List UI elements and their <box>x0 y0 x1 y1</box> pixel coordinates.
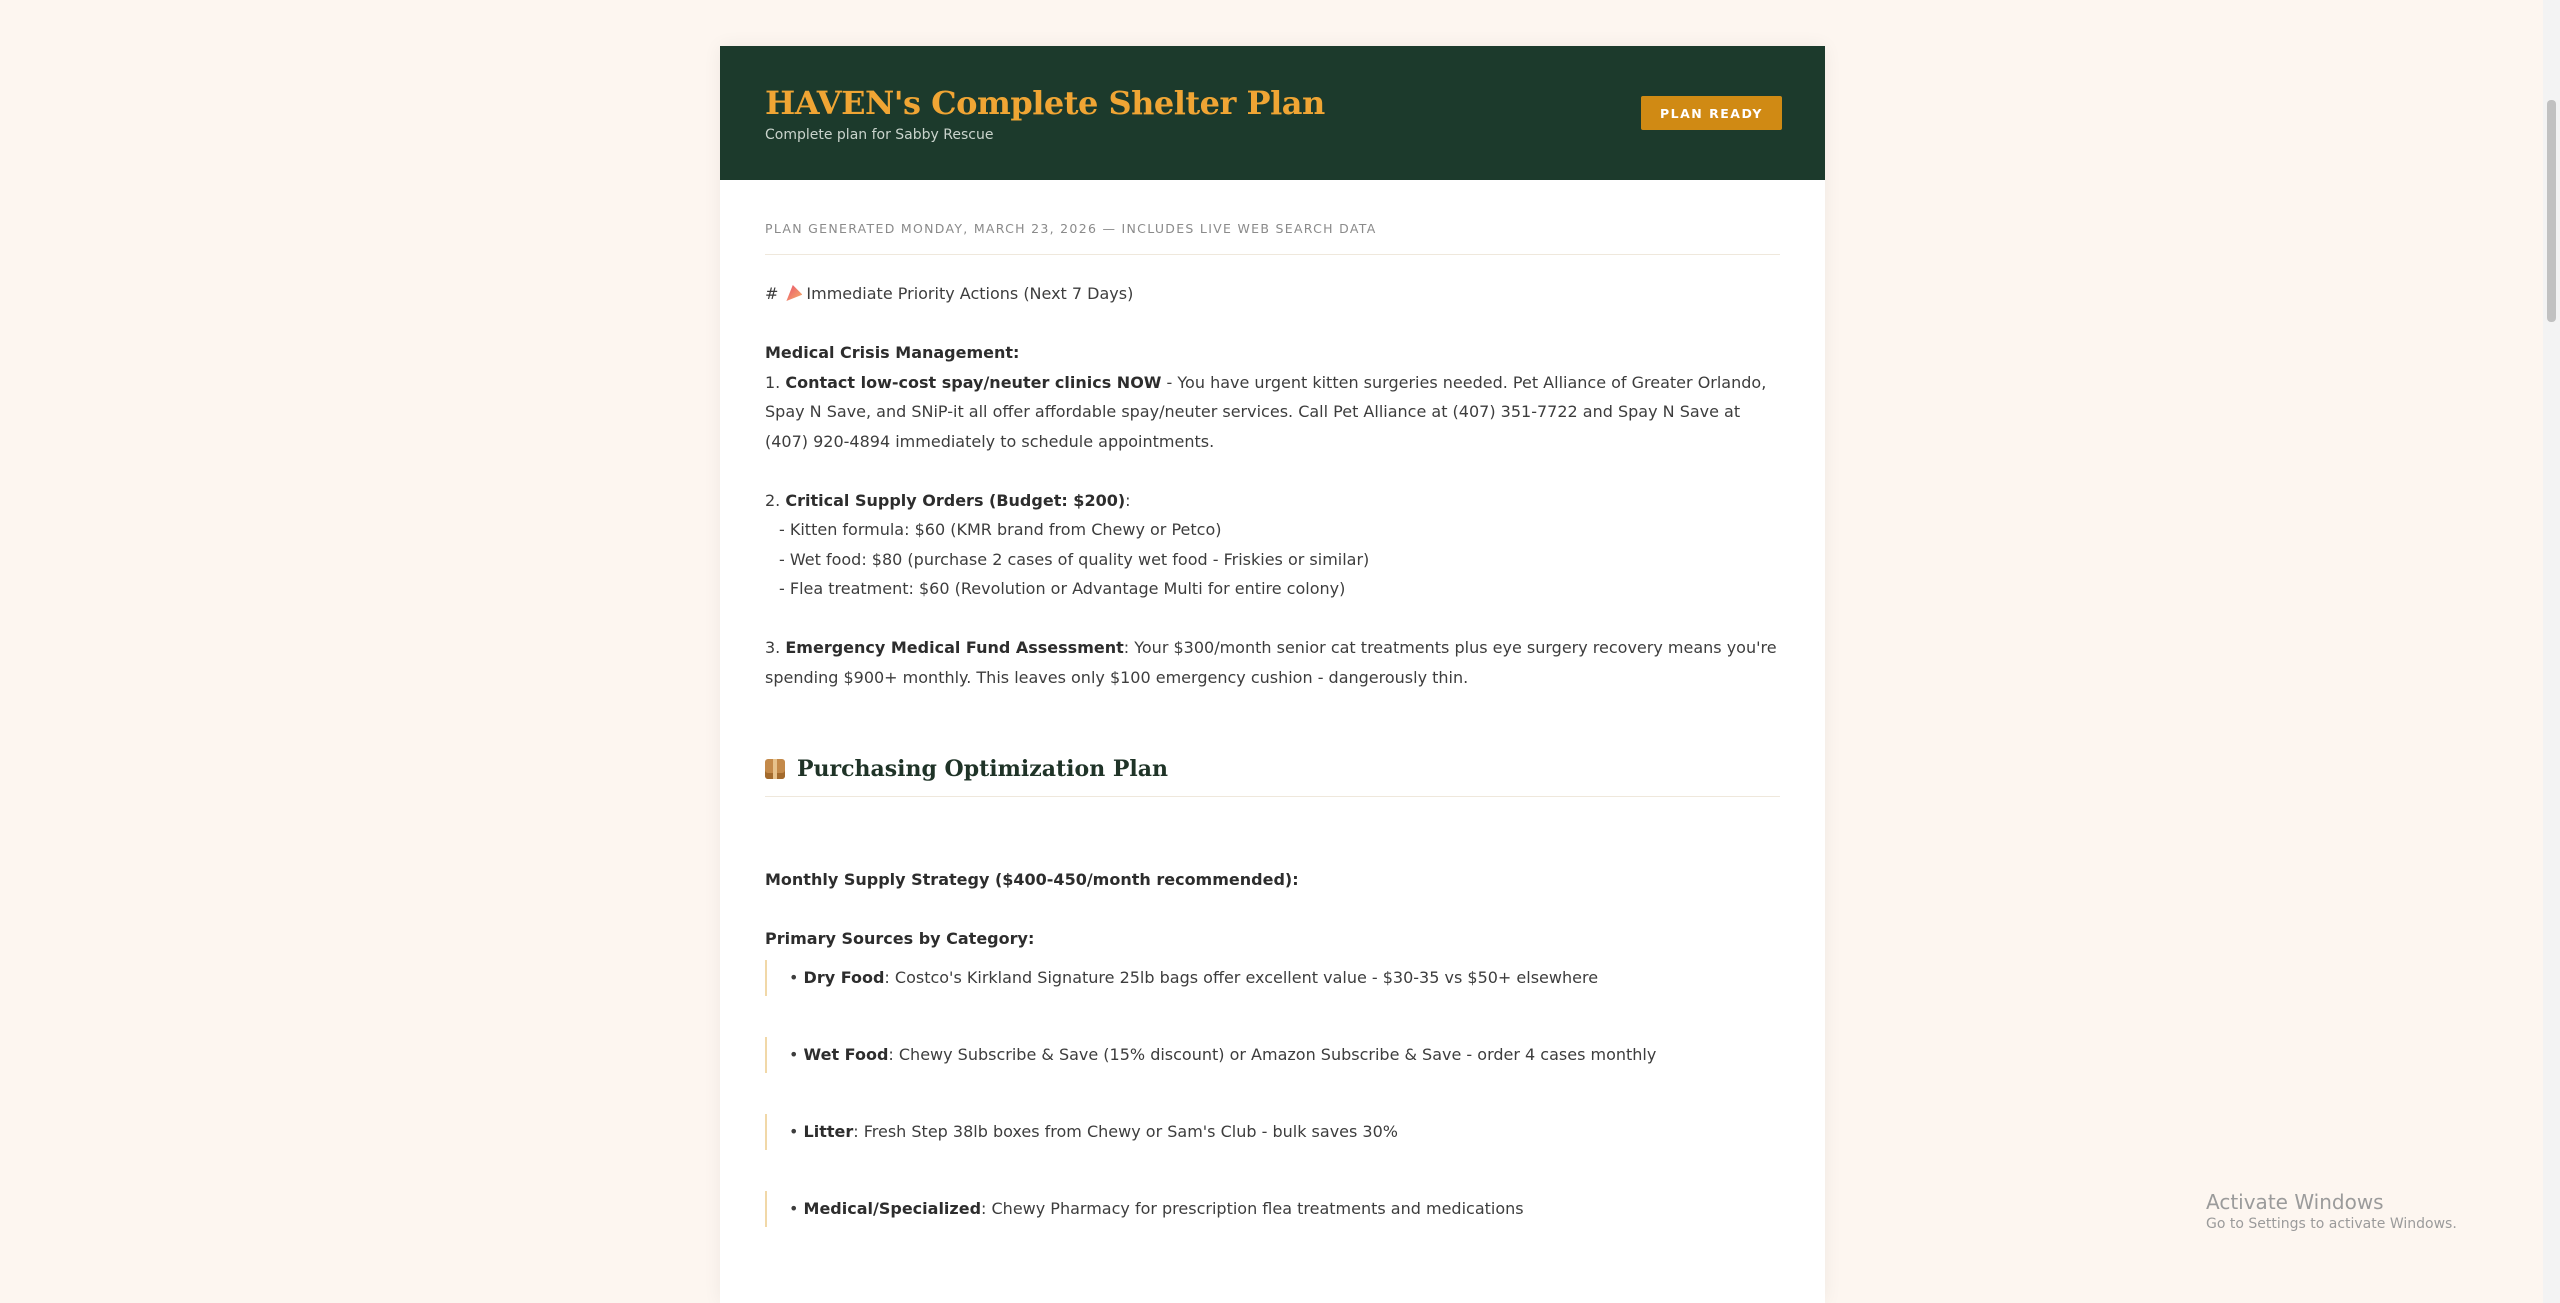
section-purchasing <box>765 865 1780 1227</box>
source-item: • Litter : Fresh Step 38lb boxes from Chewy or Sam's Club - bulk saves 30% <box>765 1114 1780 1150</box>
plan-header <box>720 46 1825 180</box>
scrollbar-thumb[interactable] <box>2547 100 2556 322</box>
supply-item: - Wet food: $80 (purchase 2 cases of quality wet food - Friskies or similar) <box>779 549 1370 569</box>
priority-heading: # Immediate Priority Actions (Next 7 Days) <box>765 284 1134 303</box>
supply-item: - Kitten formula: $60 (KMR brand from Chewy or Petco) <box>779 520 1222 539</box>
source-item: • Wet Food : Chewy Subscribe & Save (15% discount) or Amazon Subscribe & Save - order 4 cases monthly <box>765 1037 1780 1073</box>
page-subtitle: Complete plan for Sabby Rescue <box>765 127 994 143</box>
medical-title: Medical Crisis Management: <box>765 343 1020 362</box>
package-icon <box>765 759 785 779</box>
page-scrollbar[interactable] <box>2543 0 2560 1303</box>
party-popper-icon <box>786 285 802 301</box>
plan-card <box>720 46 1825 1303</box>
source-item: • Medical/Specialized : Chewy Pharmacy for prescription flea treatments and medications <box>765 1191 1780 1227</box>
supply-item: - Flea treatment: $60 (Revolution or Advantage Multi for entire colony) <box>779 579 1346 598</box>
section-priority <box>765 279 1780 692</box>
priority-item-3: 3. Emergency Medical Fund Assessment: Your $300/month senior cat treatments plus eye surgery recovery means you're spending $900+ monthly. This leaves only $100 emergency cushion - dangerously thin. <box>765 638 1777 687</box>
plan-content <box>765 180 1780 1268</box>
plan-meta: PLAN GENERATED MONDAY, MARCH 23, 2026 — INCLUDES LIVE WEB SEARCH DATA <box>765 221 1780 255</box>
activate-windows-watermark: Activate Windows Go to Settings to activate Windows. <box>2206 1190 2457 1232</box>
source-item: • Dry Food : Costco's Kirkland Signature 25lb bags offer excellent value - $30-35 vs $50+ elsewhere <box>765 960 1780 996</box>
section-heading-purchasing: Purchasing Optimization Plan <box>765 756 1780 797</box>
priority-item-2: 2. Critical Supply Orders (Budget: $200): <box>765 490 1131 510</box>
plan-ready-button[interactable]: PLAN READY <box>1641 96 1782 130</box>
priority-item-1: 1. Contact low-cost spay/neuter clinics NOW - You have urgent kitten surgeries needed. Pet Alliance of Greater Orlando, Spay N Save, and SNiP-it all offer affordable spay/neuter services. Call Pet Alliance at (407) 351-7722 and Spay N Save at (407) 920-4894 immediately to schedule appointments. <box>765 372 1767 451</box>
strategy-title: Monthly Supply Strategy ($400-450/month recommended): <box>765 870 1299 889</box>
sources-title: Primary Sources by Category: <box>765 929 1035 948</box>
page-title: HAVEN's Complete Shelter Plan <box>765 84 1325 122</box>
